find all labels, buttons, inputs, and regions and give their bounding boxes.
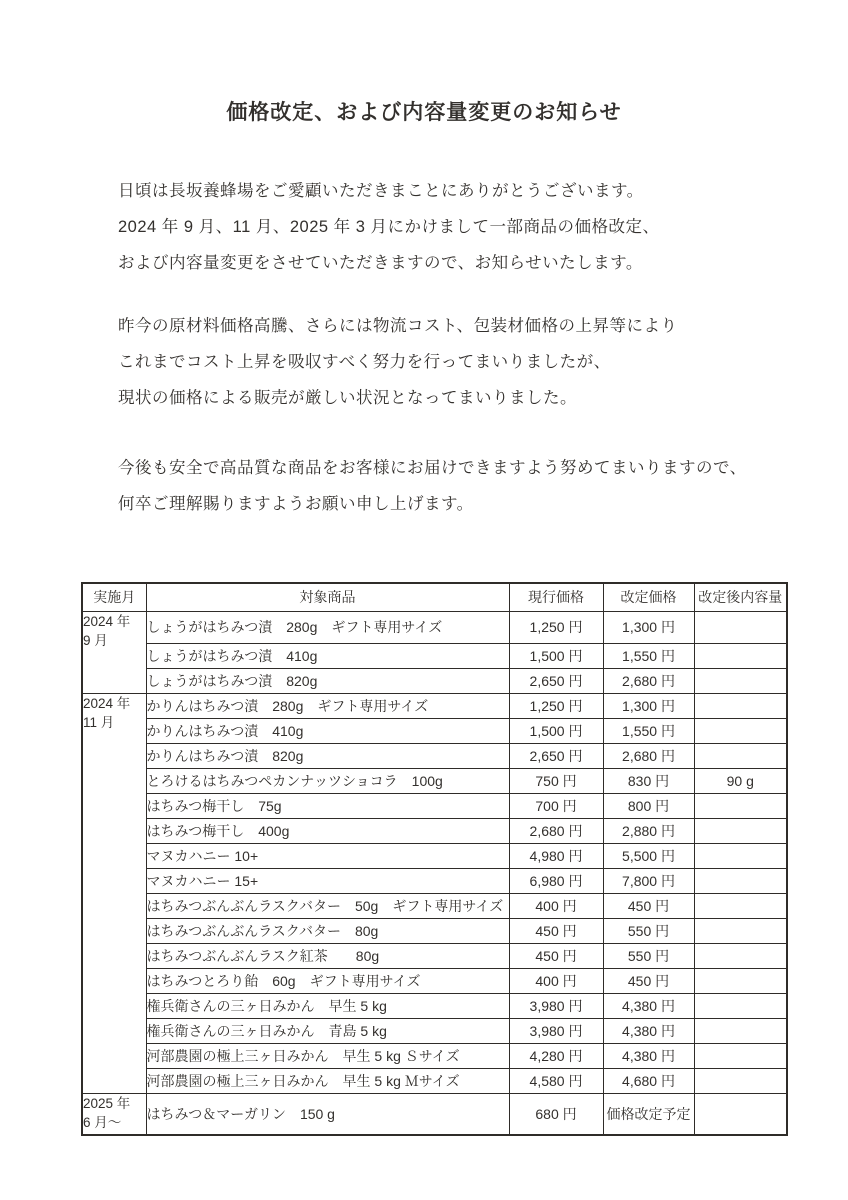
product-cell: はちみつ＆マーガリン 150 g	[146, 1093, 509, 1135]
product-cell: はちみつぶんぶんラスクバター 50g ギフト専用サイズ	[146, 893, 509, 918]
revised-price-cell: 2,680 円	[603, 668, 694, 693]
revised-price-cell: 7,800 円	[603, 868, 694, 893]
paragraph-line: これまでコスト上昇を吸収すべく努力を行ってまいりましたが、	[118, 353, 611, 371]
table-row	[82, 918, 787, 943]
month-line: 6 月〜	[83, 1114, 122, 1130]
current-price-cell: 6,980 円	[509, 868, 603, 893]
product-cell: マヌカハニー 10+	[146, 843, 509, 868]
revised-price-cell: 1,300 円	[603, 611, 694, 643]
month-cell-2024-11	[82, 693, 146, 1093]
revised-price-cell: 450 円	[603, 893, 694, 918]
notice-paragraph-greeting	[118, 173, 788, 281]
product-cell: 河部農園の極上三ヶ日みかん 早生 5 kg Ｓサイズ	[146, 1043, 509, 1068]
header-target-product: 対象商品	[146, 583, 509, 611]
volume-cell	[694, 1018, 787, 1043]
paragraph-line: 昨今の原材料価格高騰、さらには物流コスト、包装材価格の上昇等により	[118, 317, 678, 335]
current-price-cell: 680 円	[509, 1093, 603, 1135]
table-row	[82, 743, 787, 768]
current-price-cell: 450 円	[509, 918, 603, 943]
current-price-cell: 1,250 円	[509, 693, 603, 718]
notice-title: 価格改定、および内容量変更のお知らせ	[226, 101, 622, 124]
current-price-cell: 2,680 円	[509, 818, 603, 843]
volume-cell	[694, 668, 787, 693]
product-cell: はちみつ梅干し 400g	[146, 818, 509, 843]
paragraph-line: 今後も安全で高品質な商品をお客様にお届けできますよう努めてまいりますので、	[118, 459, 747, 477]
product-cell: かりんはちみつ漬 820g	[146, 743, 509, 768]
product-cell: しょうがはちみつ漬 280g ギフト専用サイズ	[146, 611, 509, 643]
volume-cell	[694, 918, 787, 943]
revised-price-cell: 1,300 円	[603, 693, 694, 718]
month-line: 2025 年	[83, 1095, 131, 1111]
revised-price-cell: 2,680 円	[603, 743, 694, 768]
revised-price-cell: 5,500 円	[603, 843, 694, 868]
table-row	[82, 943, 787, 968]
current-price-cell: 2,650 円	[509, 668, 603, 693]
revised-price-cell: 4,680 円	[603, 1068, 694, 1093]
paragraph-line: 2024 年 9 月、11 月、2025 年 3 月にかけまして一部商品の価格改定、	[118, 218, 660, 236]
table-row	[82, 793, 787, 818]
table-row	[82, 1043, 787, 1068]
current-price-cell: 400 円	[509, 968, 603, 993]
product-cell: しょうがはちみつ漬 820g	[146, 668, 509, 693]
table-row	[82, 1018, 787, 1043]
table-row	[82, 611, 787, 643]
revised-price-cell: 800 円	[603, 793, 694, 818]
revised-price-cell: 4,380 円	[603, 1043, 694, 1068]
volume-cell	[694, 943, 787, 968]
table-row	[82, 1093, 787, 1135]
volume-cell	[694, 893, 787, 918]
volume-cell	[694, 793, 787, 818]
current-price-cell: 700 円	[509, 793, 603, 818]
revised-price-cell: 550 円	[603, 943, 694, 968]
paragraph-line: 現状の価格による販売が厳しい状況となってまいりました。	[118, 389, 577, 407]
paragraph-line: および内容量変更をさせていただきますので、お知らせいたします。	[118, 254, 643, 272]
table-row	[82, 693, 787, 718]
month-line: 2024 年	[83, 695, 131, 711]
revised-price-cell: 1,550 円	[603, 643, 694, 668]
notice-paragraph-closing	[118, 450, 788, 522]
current-price-cell: 450 円	[509, 943, 603, 968]
revised-price-cell: 830 円	[603, 768, 694, 793]
product-cell: マヌカハニー 15+	[146, 868, 509, 893]
table-header-row	[82, 583, 787, 611]
volume-cell	[694, 968, 787, 993]
volume-cell	[694, 611, 787, 643]
volume-cell: 90 g	[694, 768, 787, 793]
volume-cell	[694, 868, 787, 893]
revised-price-cell: 価格改定予定	[603, 1093, 694, 1135]
table-row	[82, 868, 787, 893]
volume-cell	[694, 693, 787, 718]
header-implementation-month: 実施月	[82, 583, 146, 611]
header-revised-price: 改定価格	[603, 583, 694, 611]
revised-price-cell: 450 円	[603, 968, 694, 993]
current-price-cell: 2,650 円	[509, 743, 603, 768]
current-price-cell: 3,980 円	[509, 1018, 603, 1043]
product-cell: 権兵衛さんの三ヶ日みかん 青島 5 kg	[146, 1018, 509, 1043]
volume-cell	[694, 843, 787, 868]
table-row	[82, 668, 787, 693]
header-volume-after-revision: 改定後内容量	[694, 583, 787, 611]
current-price-cell: 400 円	[509, 893, 603, 918]
current-price-cell: 1,500 円	[509, 718, 603, 743]
product-cell: はちみつ梅干し 75g	[146, 793, 509, 818]
current-price-cell: 1,500 円	[509, 643, 603, 668]
table-row	[82, 718, 787, 743]
month-line: 11 月	[83, 714, 115, 730]
volume-cell	[694, 1043, 787, 1068]
product-cell: 権兵衛さんの三ヶ日みかん 早生 5 kg	[146, 993, 509, 1018]
header-current-price: 現行価格	[509, 583, 603, 611]
table-row	[82, 993, 787, 1018]
current-price-cell: 3,980 円	[509, 993, 603, 1018]
product-cell: 河部農園の極上三ヶ日みかん 早生 5 kg Ｍサイズ	[146, 1068, 509, 1093]
volume-cell	[694, 818, 787, 843]
table-row	[82, 818, 787, 843]
current-price-cell: 750 円	[509, 768, 603, 793]
table-row	[82, 1068, 787, 1093]
product-cell: かりんはちみつ漬 280g ギフト専用サイズ	[146, 693, 509, 718]
current-price-cell: 4,280 円	[509, 1043, 603, 1068]
month-line: 9 月	[83, 632, 108, 648]
product-cell: はちみつぶんぶんラスクバター 80g	[146, 918, 509, 943]
volume-cell	[694, 743, 787, 768]
revised-price-cell: 1,550 円	[603, 718, 694, 743]
month-cell-2024-09	[82, 611, 146, 693]
product-cell: かりんはちみつ漬 410g	[146, 718, 509, 743]
table-row	[82, 968, 787, 993]
current-price-cell: 4,580 円	[509, 1068, 603, 1093]
volume-cell	[694, 993, 787, 1018]
price-revision-table	[81, 582, 788, 1136]
table-row	[82, 643, 787, 668]
table-row	[82, 843, 787, 868]
product-cell: しょうがはちみつ漬 410g	[146, 643, 509, 668]
paragraph-line: 何卒ご理解賜りますようお願い申し上げます。	[118, 495, 474, 513]
revised-price-cell: 550 円	[603, 918, 694, 943]
revised-price-cell: 2,880 円	[603, 818, 694, 843]
product-cell: はちみつとろり飴 60g ギフト専用サイズ	[146, 968, 509, 993]
month-cell-2025-06	[82, 1093, 146, 1135]
table-row	[82, 893, 787, 918]
revised-price-cell: 4,380 円	[603, 1018, 694, 1043]
table-row	[82, 768, 787, 793]
current-price-cell: 4,980 円	[509, 843, 603, 868]
volume-cell	[694, 718, 787, 743]
volume-cell	[694, 1068, 787, 1093]
volume-cell	[694, 643, 787, 668]
product-cell: はちみつぶんぶんラスク紅茶 80g	[146, 943, 509, 968]
notice-paragraph-reason	[118, 308, 788, 416]
revised-price-cell: 4,380 円	[603, 993, 694, 1018]
product-cell: とろけるはちみつペカンナッツショコラ 100g	[146, 768, 509, 793]
volume-cell	[694, 1093, 787, 1135]
current-price-cell: 1,250 円	[509, 611, 603, 643]
paragraph-line: 日頃は長坂養蜂場をご愛顧いただきまことにありがとうございます。	[118, 182, 644, 200]
month-line: 2024 年	[83, 613, 131, 629]
